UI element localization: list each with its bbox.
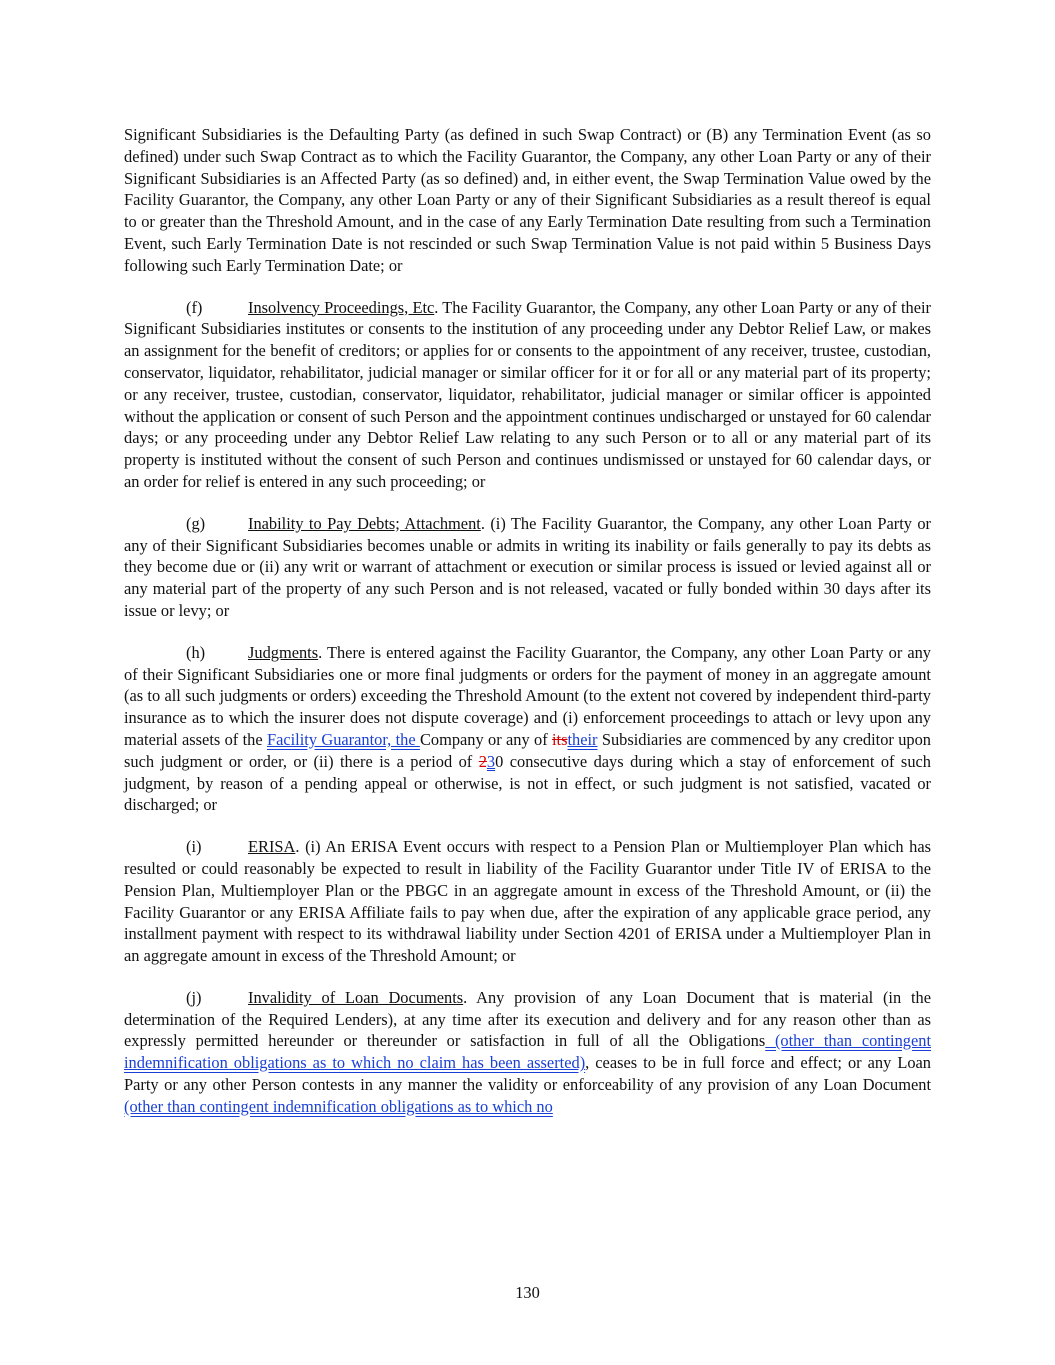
clause-body: . (i) The Facility Guarantor, the Company, any other Loan Party or any of their Significant Subsidiaries becomes unable or admits in writing its inability or fails generally to pay its debts as they become due or (ii) any writ or warrant of attachment or execution or similar process is issued or levied against all or any material part of the property of any such Person and is not released, vacated or fully bonded within 30 days after its issue or levy; or <box>124 513 931 620</box>
paragraph-j-invalidity <box>124 987 931 1118</box>
inserted-text: Facility Guarantor, the <box>266 729 420 749</box>
paragraph-i-erisa <box>124 836 931 967</box>
deleted-text: its <box>551 729 568 749</box>
clause-heading: Inability to Pay Debts; Attachment <box>248 513 481 533</box>
clause-body: . The Facility Guarantor, the Company, any other Loan Party or any of their Significant Subsidiaries institutes or consents to the institution of any proceeding under any Debtor Relief Law, or makes an assignment for the benefit of creditors; or applies for or consents to the appointment of any receiver, trustee, custodian, conservator, liquidator, rehabilitator, judicial manager or similar officer for it or for all or any material part of its property; or any receiver, trustee, custodian, conservator, liquidator, rehabilitator, judicial manager or similar officer is appointed without the application or consent of such Person and the appointment continues undischarged or unstayed for 60 calendar days; or any proceeding under any Debtor Relief Law relating to any such Person or to all or any material part of its property is instituted without the consent of such Person and continues undismissed or unstayed for 60 calendar days, or an order for relief is entered in any such proceeding; or <box>124 297 932 491</box>
clause-body: . (i) An ERISA Event occurs with respect to a Pension Plan or Multiemployer Plan which has resulted or could reasonably be expected to result in liability of the Facility Guarantor under Title IV of ERISA to the Pension Plan, Multiemployer Plan or the PBGC in an aggregate amount in excess of the Threshold Amount, or (ii) the Facility Guarantor or any ERISA Affiliate fails to pay when due, after the expiration of any applicable grace period, any installment payment with respect to its withdrawal liability under Section 4201 of ERISA under a Multiemployer Plan in an aggregate amount in excess of the Threshold Amount; or <box>124 837 931 966</box>
clause-body: . There is entered against the Facility Guarantor, the Company, any other Loan Party or any of their Significant Subsidiaries one or more final judgments or orders for the payment of money in an aggregate amount (as to all such judgments or orders) exceeding the Threshold Amount (to the extent not covered by independent third-party insurance as to which the insurer does not dispute coverage) and (i) enforcement proceedings to attach or levy upon any material assets of the <box>124 642 931 749</box>
clause-heading: Judgments <box>248 642 319 662</box>
clause-heading: ERISA <box>248 837 296 857</box>
clause-number: (f) <box>186 297 203 317</box>
clause-number: (h) <box>186 642 206 662</box>
deleted-text: 2 <box>478 751 487 771</box>
clause-body: Subsidiaries are commenced by any creditor upon such judgment or order, or (ii) there is a period of <box>124 729 931 771</box>
clause-body: Company or any of <box>419 729 552 749</box>
clause-heading: Insolvency Proceedings, Etc <box>248 297 435 317</box>
clause-body: . Any provision of any Loan Document that is material (in the determination of the Required Lenders), at any time after its execution and delivery and for any reason other than as expressly permitted hereunder or thereunder or satisfaction in full of all the Obligations <box>124 987 931 1051</box>
inserted-text: their <box>567 729 598 749</box>
document-page <box>124 124 931 1138</box>
clause-number: (g) <box>186 513 206 533</box>
paragraph-f-insolvency <box>124 297 931 493</box>
inserted-text: (other than contingent indemnification obligations as to which no <box>124 1096 553 1116</box>
clause-body: , ceases to be in full force and effect; or any Loan Party or any other Person contests in any manner the validity or enforceability of any provision of any Loan Document <box>124 1053 932 1095</box>
clause-heading: Invalidity of Loan Documents <box>248 987 464 1007</box>
clause-body: 0 consecutive days during which a stay of enforcement of such judgment, by reason of a pending appeal or otherwise, is not in effect, or such judgment is not satisfied, vacated or discharged; or <box>124 751 931 815</box>
paragraph-continued: Significant Subsidiaries is the Defaulting Party (as defined in such Swap Contract) or (B) any Termination Event (as so defined) under such Swap Contract as to which the Facility Guarantor, the Company, any other Loan Party or any of their Significant Subsidiaries is an Affected Party (as so defined) and, in either event, the Swap Termination Value owed by the Facility Guarantor, the Company, any other Loan Party or any of their Significant Subsidiaries as a result thereof is equal to or greater than the Threshold Amount, and in the case of any Early Termination Date resulting from such a Termination Event, such Early Termination Date is not rescinded or such Swap Termination Value is not paid within 5 Business Days following such Early Termination Date; or <box>124 125 931 275</box>
inserted-text: (other than contingent indemnification obligations as to which no claim has been asserted) <box>124 1031 932 1073</box>
page-number: 130 <box>515 1283 540 1302</box>
clause-number: (j) <box>186 987 202 1007</box>
clause-number: (i) <box>186 837 202 857</box>
inserted-text: 3 <box>486 751 496 771</box>
paragraph-h-judgments <box>124 642 931 816</box>
paragraph-g-inability-to-pay <box>124 513 931 622</box>
